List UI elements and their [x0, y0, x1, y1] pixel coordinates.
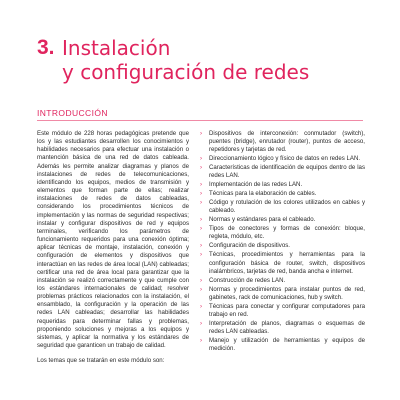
bullet-icon: › [200, 130, 203, 137]
bullet-icon: › [200, 225, 203, 233]
chapter-title-line-2: y configuración de redes [62, 60, 310, 84]
list-item: › Implementación de las redes LAN. [200, 181, 303, 189]
list-item: › Normas y estándares para el cableado. [200, 216, 316, 224]
bullet-icon: › [200, 190, 203, 198]
list-item: › Normas y procedimientos para instalar puntos de red, gabinetes, rack de comunicaciones, hub y switch. [200, 285, 365, 301]
bullet-icon: › [200, 336, 203, 344]
list-item: › Configuración de dispositivos. [200, 242, 290, 250]
bullet-icon: › [200, 242, 203, 250]
section-title: INTRODUCCIÓN [37, 108, 108, 118]
list-item: › Técnicas para conectar y configurar computadores para trabajo en red. [200, 302, 365, 318]
bullet-icon: › [200, 251, 203, 259]
chapter-title [62, 36, 309, 84]
bullet-icon: › [200, 302, 203, 310]
bullet-icon: › [200, 164, 203, 172]
bullet-icon: › [200, 155, 203, 163]
bullet-icon: › [200, 285, 203, 293]
list-item: › Construcción de redes LAN. [200, 276, 286, 284]
list-item: › Tipos de conectores y formas de conexión: bloque, regleta, módulo, etc. [200, 225, 365, 241]
list-item: › Características de identificación de equipos dentro de las redes LAN. [200, 164, 365, 180]
bullet-icon: › [200, 319, 203, 327]
intro-column [37, 130, 189, 365]
list-item: › Direccionamiento lógico y físico de datos en redes LAN. [200, 155, 361, 163]
list-item: › Interpretación de planos, diagramas o esquemas de redes LAN cableadas. [200, 319, 365, 335]
intro-paragraph: Este módulo de 228 horas pedagógicas pretende que los y las estudiantes desarrollen los conocimientos y habilidades necesarios para efectuar una instalación o mantención básica de una red de datos cableada. Además les permite analizar diagramas y planos de instalaciones de redes de telecomunicaciones, identificando los equipos, medios de transmisión y elementos que forman parte de ellas; realizar instalaciones de redes de datos cableadas, considerando los procedimientos técnicos de implementación y las normas de seguridad respectivas; instalar y configurar dispositivos de red y equipos terminales, verificando los parámetros de funcionamiento requeridos para una conexión óptima; aplicar técnicas de montaje, instalación, conexión y configuración de elementos y dispositivos que interactúan en las redes de área local (LAN) cableadas; certificar una red de área local para garantizar que la instalación se realizó correctamente y que cumple con los estándares internacionales de calidad; resolver problemas prácticos relacionados con la instalación, el ensamblado, la configuración y la operación de las redes LAN cableadas; desarrollar las habilidades requeridas para determinar fallas y problemas, proponiendo soluciones y mejoras a los equipos y sistemas, y aplicar la normativa y los estándares de seguridad que garanticen un trabajo de calidad. [37, 130, 189, 350]
list-item: › Dispositivos de interconexión: conmutador (switch), puentes (bridge), enrutador (router), puntos de acceso, repetidores y tarjetas de red. [200, 130, 365, 154]
chapter-number: 3. [37, 36, 55, 59]
bullet-icon: › [200, 199, 203, 207]
bullet-icon: › [200, 181, 203, 189]
topics-column [200, 130, 365, 354]
list-item: › Código y rotulación de los colores utilizados en cables y cableado. [200, 199, 365, 215]
topics-lead-in: Los temas que se tratarán en este módulo son: [37, 357, 165, 365]
bullet-icon: › [200, 276, 203, 284]
list-item: › Técnicas para la elaboración de cables. [200, 190, 317, 198]
chapter-header [0, 0, 400, 90]
list-item: › Técnicas, procedimientos y herramientas para la configuración básica de router, switch, dispositivos inalámbricos, tarjetas de red, banda ancha e internet. [200, 251, 365, 275]
chapter-title-line-1: Instalación [62, 36, 171, 60]
list-item: › Manejo y utilización de herramientas y equipos de medición. [200, 336, 365, 353]
topics-list [200, 130, 365, 353]
bullet-icon: › [200, 216, 203, 224]
section-divider [37, 120, 363, 121]
